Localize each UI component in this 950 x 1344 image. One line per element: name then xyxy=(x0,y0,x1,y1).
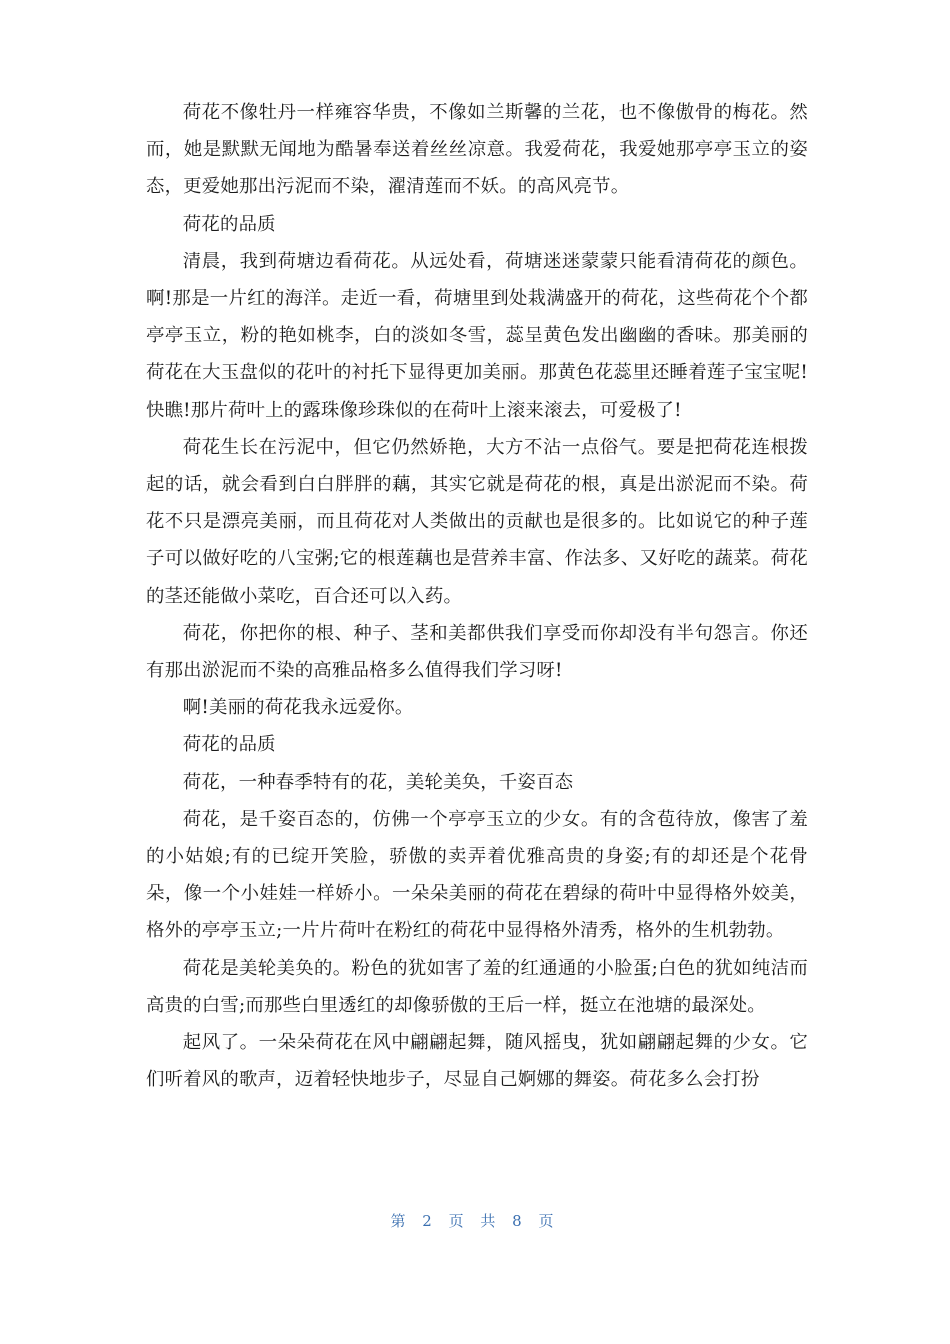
paragraph: 啊!美丽的荷花我永远爱你。 xyxy=(182,697,414,719)
paragraph: 荷花，是千姿百态的，仿佛一个亭亭玉立的少女。有的含苞待放，像害了羞的小姑娘;有的已绽开笑脸，骄傲的卖弄着优雅高贵的身姿;有的却还是个花骨朵，像一个小娃娃一样娇小。一朵朵美丽的荷花在碧绿的荷叶中显得格外姣美，格外的亭亭玉立;一片片荷叶在粉红的荷花中显得格外清秀，格外的生机勃勃。 xyxy=(146,808,808,942)
paragraph: 荷花不像牡丹一样雍容华贵，不像如兰斯馨的兰花，也不像傲骨的梅花。然而，她是默默无闻地为酷暑奉送着丝丝凉意。我爱荷花，我爱她那亭亭玉立的姿态，更爱她那出污泥而不染，濯清莲而不妖。的高风亮节。 xyxy=(146,102,808,198)
paragraph: 荷花，一种春季特有的花，美轮美奂，千姿百态 xyxy=(182,771,574,793)
paragraph: 荷花生长在污泥中，但它仍然娇艳，大方不沾一点俗气。要是把荷花连根拨起的话，就会看到白白胖胖的藕，其实它就是荷花的根，真是出淤泥而不染。荷花不只是漂亮美丽，而且荷花对人类做出的贡献也是很多的。比如说它的种子莲子可以做好吃的八宝粥;它的根莲藕也是营养丰富、作法多、又好吃的蔬菜。荷花的茎还能做小菜吃，百合还可以入药。 xyxy=(146,436,808,607)
paragraph: 荷花是美轮美奂的。粉色的犹如害了羞的红通通的小脸蛋;白色的犹如纯洁而高贵的白雪;而那些白里透红的却像骄傲的王后一样，挺立在池塘的最深处。 xyxy=(146,957,808,1016)
document-body xyxy=(146,94,808,1098)
paragraph: 起风了。一朵朵荷花在风中翩翩起舞，随风摇曳，犹如翩翩起舞的少女。它们听着风的歌声，迈着轻快地步子，尽显自己婀娜的舞姿。荷花多么会打扮 xyxy=(146,1032,808,1091)
page-number-footer: 第 2 页 共 8 页 xyxy=(390,1212,560,1230)
section-heading: 荷花的品质 xyxy=(182,213,276,235)
paragraph: 荷花，你把你的根、种子、茎和美都供我们享受而你却没有半句怨言。你还有那出淤泥而不染的高雅品格多么值得我们学习呀! xyxy=(146,622,808,682)
paragraph: 清晨，我到荷塘边看荷花。从远处看，荷塘迷迷蒙蒙只能看清荷花的颜色。啊!那是一片红的海洋。走近一看，荷塘里到处栽满盛开的荷花，这些荷花个个都亭亭玉立，粉的艳如桃李，白的淡如冬雪，蕊呈黄色发出幽幽的香味。那美丽的荷花在大玉盘似的花叶的衬托下显得更加美丽。那黄色花蕊里还睡着莲子宝宝呢!快瞧!那片荷叶上的露珠像珍珠似的在荷叶上滚来滚去，可爱极了! xyxy=(146,250,808,421)
section-heading: 荷花的品质 xyxy=(182,734,276,756)
